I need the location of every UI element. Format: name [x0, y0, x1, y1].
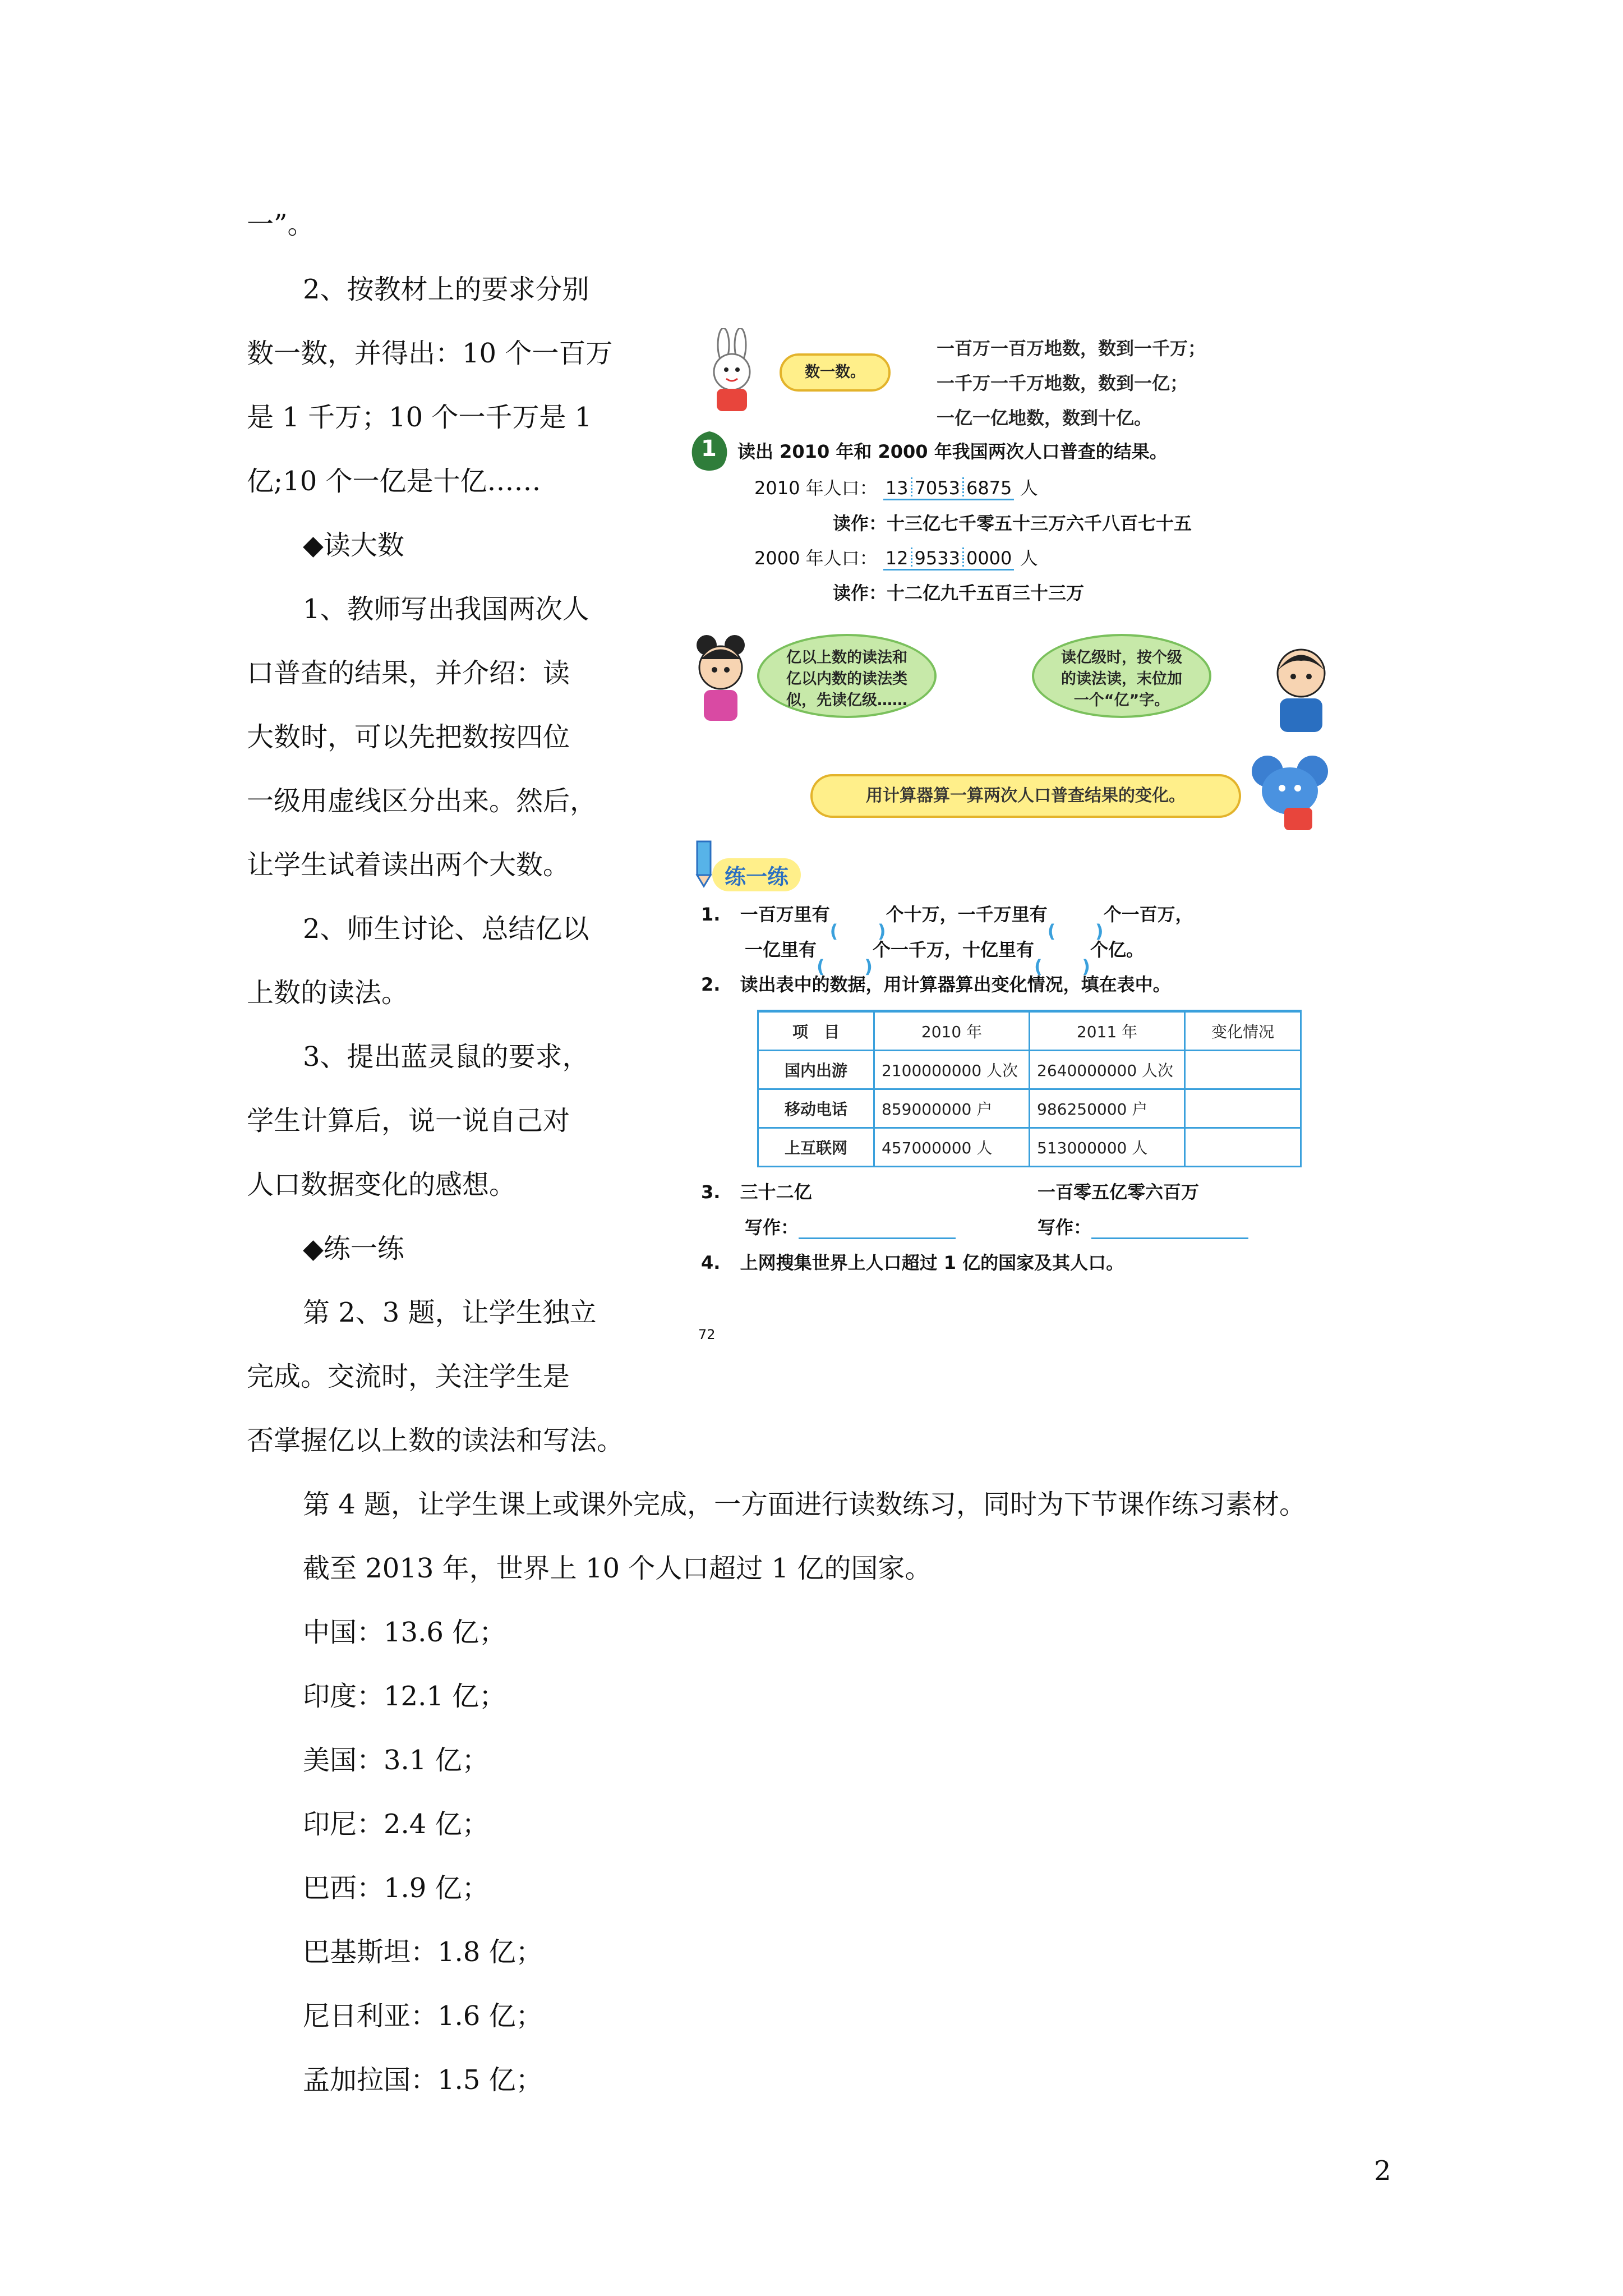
count-line-2: 一千万一千万地数，数到一亿；	[937, 372, 1188, 394]
blue-mouse-illustration	[1245, 749, 1340, 833]
table-header-2011: 2011 年	[1030, 1011, 1185, 1051]
table-cell: 986250000 户	[1030, 1089, 1185, 1128]
q1-line-1	[701, 900, 1193, 926]
pop-2010-unit: 人	[1020, 477, 1038, 499]
pop-2000-label: 2000 年人口：	[754, 547, 878, 569]
q1-text-f: 个亿。	[1090, 939, 1145, 960]
q1-text-d: 一亿里有	[745, 939, 817, 960]
textbook-excerpt	[684, 314, 1368, 1369]
table-cell-change[interactable]	[1185, 1051, 1301, 1089]
note-line-20: 否掌握亿以上数的读法和写法。	[247, 1425, 624, 1456]
count-line-1: 一百万一百万地数，数到一千万；	[937, 338, 1206, 359]
q3-answer-a[interactable]	[799, 1215, 956, 1239]
note-line-11: 让学生试着读出两个大数。	[247, 849, 570, 881]
table-cell: 国内出游	[758, 1051, 874, 1089]
exercise-1-title: 读出 2010 年和 2000 年我国两次人口普查的结果。	[737, 441, 1168, 462]
note-line-16: 人口数据变化的感想。	[247, 1169, 517, 1200]
bubble-right	[1032, 634, 1211, 718]
q4-number: 4.	[701, 1252, 721, 1273]
practice-title: 练一练	[712, 858, 801, 891]
note-line-4: 是 1 千万；10 个一千万是 1	[247, 402, 592, 433]
table-row	[758, 1128, 1301, 1167]
write-label: 写作：	[745, 1217, 799, 1238]
q3-write-b	[1038, 1213, 1248, 1239]
note-line-9: 大数时，可以先把数按四位	[247, 721, 570, 753]
country-nigeria: 尼日利亚：1.6 亿；	[303, 2000, 543, 2032]
q4-line	[701, 1249, 1124, 1274]
table-header-2010: 2010 年	[874, 1011, 1030, 1051]
pop-2010-part-1: 13	[883, 477, 911, 500]
country-brazil: 巴西：1.9 亿；	[303, 1872, 489, 1904]
pop-2010-read-text: 十三亿七千零五十三万六千八百七十五	[887, 513, 1192, 534]
full-line-2: 截至 2013 年，世界上 10 个人口超过 1 亿的国家。	[303, 1553, 932, 1584]
bubble-right-line-1: 读亿级时，按个级	[1061, 649, 1182, 666]
q3-item-a: 三十二亿	[740, 1181, 812, 1203]
note-line-14: 3、提出蓝灵鼠的要求，	[303, 1041, 589, 1073]
note-line-18: 第 2、3 题，让学生独立	[303, 1297, 597, 1328]
boy-illustration	[1267, 639, 1335, 735]
table-row	[758, 1089, 1301, 1128]
read-label: 读作：	[833, 513, 887, 534]
exercise-1-number: 1	[701, 436, 717, 462]
bubble-right-line-2: 的读法读，末位加	[1061, 670, 1182, 688]
girl-illustration	[690, 628, 751, 724]
table-cell-change[interactable]	[1185, 1128, 1301, 1167]
pop-2010-part-3: 6875	[962, 477, 1014, 500]
q2-text: 读出表中的数据，用计算器算出变化情况，填在表中。	[740, 974, 1171, 995]
country-indonesia: 印尼：2.4 亿；	[303, 1809, 489, 1840]
table-cell: 2100000000 人次	[874, 1051, 1030, 1089]
q1-text-a: 一百万里有	[740, 904, 830, 925]
note-line-2: 2、按教材上的要求分别	[303, 274, 589, 305]
table-header-row	[758, 1011, 1301, 1051]
pop-2000-row	[754, 544, 1038, 570]
table-cell: 513000000 人	[1030, 1128, 1185, 1167]
q3-line-1	[701, 1178, 812, 1204]
pop-2000-reading	[833, 579, 1084, 605]
count-bubble: 数一数。	[780, 353, 891, 392]
bubble-left-line-1: 亿以上数的读法和	[786, 649, 907, 666]
country-china: 中国：13.6 亿；	[303, 1617, 506, 1648]
data-table	[757, 1010, 1302, 1167]
bubble-left-line-2: 亿以内数的读法类	[786, 670, 907, 688]
section-heading-practice: ◆练一练	[303, 1233, 404, 1264]
pop-2000-part-1: 12	[883, 547, 911, 570]
rabbit-illustration	[701, 328, 763, 418]
pop-2010-row	[754, 474, 1038, 500]
bubble-left	[757, 634, 937, 718]
note-line-8: 口普查的结果，并介绍：读	[247, 657, 570, 689]
q1-text-e: 个一千万，十亿里有	[873, 939, 1035, 960]
count-instructions	[937, 331, 1206, 435]
country-usa: 美国：3.1 亿；	[303, 1745, 489, 1776]
pop-2000-part-2: 9533	[911, 547, 962, 570]
table-header-item: 项 目	[758, 1011, 874, 1051]
q2-line	[701, 970, 1171, 996]
table-cell: 2640000000 人次	[1030, 1051, 1185, 1089]
note-line-15: 学生计算后，说一说自己对	[247, 1105, 570, 1137]
read-label: 读作：	[833, 582, 887, 604]
q3-answer-b[interactable]	[1091, 1215, 1248, 1239]
q3-number: 3.	[701, 1181, 721, 1203]
note-line-1: 一”。	[247, 209, 315, 240]
note-line-12: 2、师生讨论、总结亿以	[303, 913, 589, 945]
page-number: 2	[1374, 2155, 1391, 2187]
pop-2000-part-3: 0000	[962, 547, 1014, 570]
country-pakistan: 巴基斯坦：1.8 亿；	[303, 1936, 543, 1968]
count-line-3: 一亿一亿地数，数到十亿。	[937, 407, 1152, 429]
table-cell: 移动电话	[758, 1089, 874, 1128]
calculator-banner: 用计算器算一算两次人口普查结果的变化。	[810, 774, 1241, 818]
pop-2010-reading	[833, 509, 1192, 535]
note-line-5: 亿;10 个一亿是十亿……	[247, 466, 541, 497]
q1-number: 1.	[701, 904, 721, 925]
table-cell: 457000000 人	[874, 1128, 1030, 1167]
note-line-10: 一级用虚线区分出来。然后，	[247, 785, 597, 817]
section-heading-read-large-numbers: ◆读大数	[303, 530, 404, 561]
pop-2010-label: 2010 年人口：	[754, 477, 878, 499]
q1-text-b: 个十万，一千万里有	[886, 904, 1048, 925]
note-line-13: 上数的读法。	[247, 977, 409, 1009]
note-line-7: 1、教师写出我国两次人	[303, 593, 589, 625]
textbook-page-number: 72	[698, 1327, 716, 1342]
q3-item-b: 一百零五亿零六百万	[1038, 1181, 1200, 1203]
table-cell-change[interactable]	[1185, 1089, 1301, 1128]
q3-write-a	[745, 1213, 956, 1239]
table-row	[758, 1051, 1301, 1089]
table-cell: 859000000 户	[874, 1089, 1030, 1128]
pop-2010-part-2: 7053	[911, 477, 962, 500]
table-header-change: 变化情况	[1185, 1011, 1301, 1051]
pop-2000-unit: 人	[1020, 547, 1038, 569]
full-line-1: 第 4 题，让学生课上或课外完成，一方面进行读数练习，同时为下节课作练习素材。	[303, 1489, 1307, 1520]
pop-2000-read-text: 十二亿九千五百三十三万	[887, 582, 1085, 604]
table-cell: 上互联网	[758, 1128, 874, 1167]
q1-text-c: 个一百万，	[1103, 904, 1193, 925]
q1-line-2	[745, 936, 1144, 961]
note-line-3: 数一数，并得出：10 个一百万	[247, 338, 613, 369]
write-label: 写作：	[1038, 1217, 1092, 1238]
q4-text: 上网搜集世界上人口超过 1 亿的国家及其人口。	[740, 1252, 1124, 1273]
note-line-19: 完成。交流时，关注学生是	[247, 1361, 570, 1392]
country-india: 印度：12.1 亿；	[303, 1681, 506, 1712]
bubble-left-line-3: 似，先读亿级……	[786, 692, 907, 709]
q2-number: 2.	[701, 974, 721, 995]
country-bangladesh: 孟加拉国：1.5 亿；	[303, 2064, 543, 2096]
bubble-right-line-3: 一个“亿”字。	[1073, 692, 1170, 709]
